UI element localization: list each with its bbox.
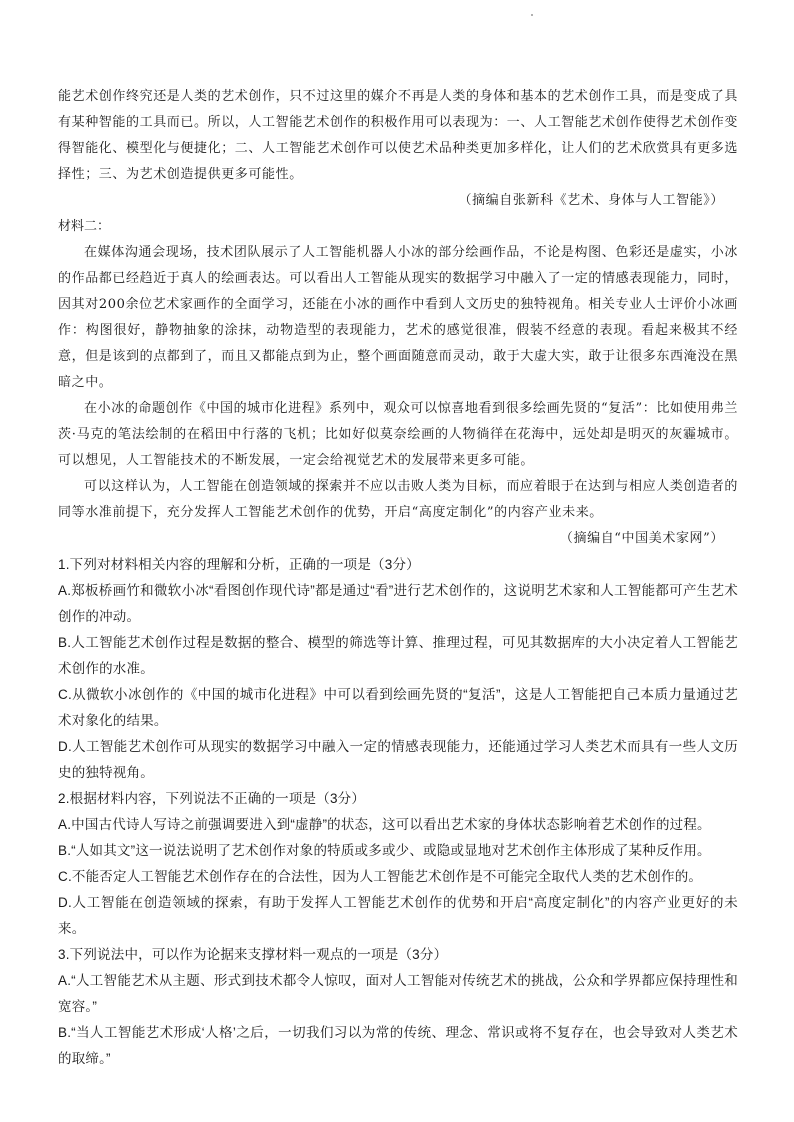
material-two-source: （摘编自“中国美术家网”）	[559, 531, 724, 546]
question-2-option-d: D.人工智能在创造领域的探索，有助于发挥人工智能艺术创作的优势和开启“高度定制化”的内容产业更好的未来。	[58, 895, 738, 936]
question-2-option-a: A.中国古代诗人写诗之前强调要进入到“虚静”的状态，这可以看出艺术家的身体状态影响着艺术创作的过程。	[58, 817, 711, 832]
page-content	[58, 84, 738, 1072]
material-two-label: 材料二：	[58, 219, 111, 234]
question-1-option-a: A.郑板桥画竹和微软小冰“看图创作现代诗”都是通过“看”进行艺术创作的，这说明艺术家和人工智能都可产生艺术创作的冲动。	[58, 583, 738, 624]
material-two-paragraph: 在小冰的命题创作《中国的城市化进程》系列中，观众可以惊喜地看到很多绘画先贤的“复活”：比如使用弗兰茨·马克的笔法绘制的在稻田中行落的飞机；比如好似莫奈绘画的人物徜徉在花海中，远处却是明灭的灰霾城市。可以想见，人工智能技术的不断发展，一定会给视觉艺术的发展带来更多可能。	[58, 401, 738, 468]
material-one-tail-paragraph: 能艺术创作终究还是人类的艺术创作，只不过这里的媒介不再是人类的身体和基本的艺术创作工具，而是变成了具有某种智能的工具而已。所以，人工智能艺术创作的积极作用可以表现为：一、人工智能艺术创作使得艺术创作变得智能化、模型化与便捷化；二、人工智能艺术创作可以使艺术品种类更加多样化，让人们的艺术欣赏具有更多选择性；三、为艺术创造提供更多可能性。	[58, 89, 739, 182]
question-1-option-b: B.人工智能艺术创作过程是数据的整合、模型的筛选等计算、推理过程，可见其数据库的大小决定着人工智能艺术创作的水准。	[58, 635, 738, 676]
question-1-option-d: D.人工智能艺术创作可从现实的数据学习中融入一定的情感表现能力，还能通过学习人类艺术而具有一些人文历史的独特视角。	[58, 739, 738, 780]
question-2-option-c: C.不能否定人工智能艺术创作存在的合法性，因为人工智能艺术创作是不可能完全取代人类的艺术创作的。	[58, 869, 703, 884]
question-3-option-a: A.“人工智能艺术从主题、形式到技术都令人惊叹，面对人工智能对传统艺术的挑战，公众和学界都应保持理性和宽容。”	[58, 973, 738, 1014]
material-two-paragraph: 可以这样认为，人工智能在创造领域的探索并不应以击败人类为目标，而应着眼于在达到与相应人类创造者的同等水准前提下，充分发挥人工智能艺术创作的优势，开启“高度定制化”的内容产业未来。	[58, 479, 738, 520]
question-2-option-b: B.“人如其文”这一说法说明了艺术创作对象的特质或多或少、或隐或显地对艺术创作主体形成了某种反作用。	[58, 843, 711, 858]
question-2-stem: 2.根据材料内容，下列说法不正确的一项是（3分）	[58, 791, 366, 806]
question-3-option-b: B.“当人工智能艺术形成‘人格’之后，一切我们习以为常的传统、理念、常识或将不复存在，也会导致对人类艺术的取缔。”	[58, 1025, 738, 1066]
question-1-option-c: C.从微软小冰创作的《中国的城市化进程》中可以看到绘画先贤的“复活”，这是人工智能把自己本质力量通过艺术对象化的结果。	[58, 687, 738, 728]
scan-dot	[531, 14, 533, 16]
material-one-source: （摘编自张新科《艺术、身体与人工智能》）	[458, 193, 724, 208]
material-two-paragraph: 在媒体沟通会现场，技术团队展示了人工智能机器人小冰的部分绘画作品，不论是构图、色彩还是虚实，小冰的作品都已经趋近于真人的绘画表达。可以看出人工智能从现实的数据学习中融入了一定的情感表现能力，同时，因其对200余位艺术家画作的全面学习，还能在小冰的画作中看到人文历史的独特视角。相关专业人士评价小冰画作：构图很好，静物抽象的涂抹，动物造型的表现能力，艺术的感觉很准，假装不经意的表现。看起来极其不经意，但是该到的点都到了，而且又都能点到为止，整个画面随意而灵动，敢于大虚大实，敢于让很多东西淹没在黑暗之中。	[58, 245, 739, 390]
question-1-stem: 1.下列对材料相关内容的理解和分析，正确的一项是（3分）	[58, 557, 420, 572]
question-3-stem: 3.下列说法中，可以作为论据来支撑材料一观点的一项是（3分）	[58, 947, 448, 962]
